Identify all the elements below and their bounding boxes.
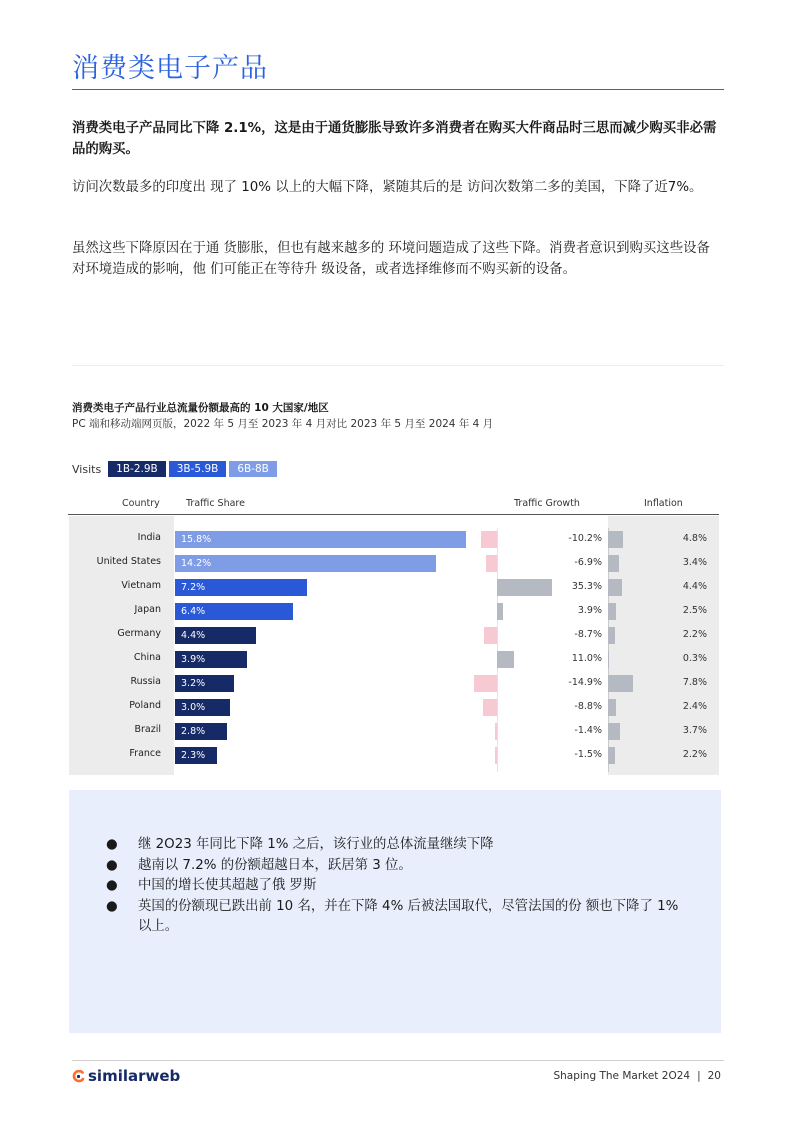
title-divider [72, 89, 724, 90]
traffic-growth-value: -10.2% [568, 533, 602, 544]
insights-box [69, 790, 721, 1033]
traffic-growth-bar [495, 747, 497, 764]
traffic-share-value: 2.8% [181, 726, 206, 737]
country-column-band [69, 516, 174, 775]
chart-title: 消费类电子产品行业总流量份额最高的 10 大国家/地区 [72, 402, 329, 414]
traffic-growth-value: -1.5% [574, 749, 602, 760]
traffic-share-value: 2.3% [181, 750, 206, 761]
traffic-share-bar [175, 723, 227, 740]
growth-zero-axis [497, 528, 498, 772]
inflation-bar [608, 651, 609, 668]
country-label: Brazil [134, 724, 161, 735]
traffic-growth-bar [484, 627, 497, 644]
insight-item: ● 中国的增长使其超越了俄 罗斯 [106, 878, 317, 893]
header-traffic-growth: Traffic Growth [514, 498, 580, 509]
legend-item-high: 6B-8B [229, 461, 277, 477]
brand-name: similarweb [88, 1067, 181, 1085]
traffic-share-bar [175, 747, 217, 764]
lead-paragraph: 消费类电子产品同比下降 2.1%，这是由于通货膨胀导致许多消费者在购买大件商品时三思而减少购买非必需品的购买。 [72, 121, 717, 157]
traffic-growth-value: -1.4% [574, 725, 602, 736]
inflation-value: 4.8% [682, 533, 707, 544]
traffic-share-value: 3.9% [181, 654, 206, 665]
insight-item: ● 继 2O23 年同比下降 1% 之后，该行业的总体流量继续下降 [106, 837, 494, 852]
traffic-growth-value: -8.7% [574, 629, 602, 640]
inflation-value: 2.2% [682, 629, 707, 640]
legend-item-mid: 3B-5.9B [169, 461, 227, 477]
body-paragraph-1: 访问次数最多的印度出 现了 10% 以上的大幅下降，紧随其后的是 访问次数第二多的美国，下降了近7%。 [72, 180, 703, 195]
traffic-growth-bar [486, 555, 497, 572]
inflation-column-band [608, 516, 719, 775]
chart-subtitle: PC 端和移动端网页版，2022 年 5 月至 2023 年 4 月对比 2023 年 5 月至 2024 年 4 月 [72, 418, 494, 430]
country-label: Poland [129, 700, 161, 711]
traffic-growth-bar [483, 699, 497, 716]
header-country: Country [122, 498, 160, 509]
inflation-value: 2.4% [682, 701, 707, 712]
inflation-bar [608, 699, 616, 716]
footer-separator: | [697, 1070, 701, 1082]
footer-divider [72, 1060, 724, 1061]
traffic-growth-bar [495, 723, 497, 740]
traffic-growth-value: -8.8% [574, 701, 602, 712]
inflation-value: 3.4% [682, 557, 707, 568]
traffic-growth-bar [497, 579, 552, 596]
inflation-bar [608, 603, 616, 620]
traffic-share-value: 3.2% [181, 678, 206, 689]
inflation-bar [608, 555, 619, 572]
section-divider [72, 365, 724, 366]
insight-item: ● 英国的份额现已跌出前 10 名，并在下降 4% 后被法国取代，尽管法国的份 额也下降了 1% 以上。 [106, 898, 679, 934]
traffic-share-value: 3.0% [181, 702, 206, 713]
inflation-bar [608, 747, 615, 764]
inflation-value: 2.2% [682, 749, 707, 760]
traffic-share-value: 6.4% [181, 606, 206, 617]
traffic-growth-value: 35.3% [571, 581, 602, 592]
chart-legend [72, 461, 280, 477]
similarweb-logo-icon [72, 1070, 85, 1083]
traffic-growth-value: 11.0% [571, 653, 602, 664]
inflation-bar [608, 531, 623, 548]
country-label: China [133, 652, 161, 663]
inflation-bar [608, 627, 615, 644]
country-label: United States [96, 556, 161, 567]
traffic-share-bar [175, 651, 247, 668]
header-traffic-share: Traffic Share [186, 498, 245, 509]
traffic-growth-bar [497, 651, 514, 668]
inflation-value: 2.5% [682, 605, 707, 616]
report-name: Shaping The Market 2O24 [553, 1070, 691, 1082]
inflation-bar [608, 723, 620, 740]
traffic-share-bar [175, 531, 466, 548]
traffic-growth-bar [497, 603, 503, 620]
inflation-bar [608, 579, 622, 596]
inflation-value: 0.3% [682, 653, 707, 664]
country-label: India [137, 532, 161, 543]
traffic-share-bar [175, 555, 436, 572]
legend-label: Visits [72, 462, 102, 476]
inflation-value: 7.8% [682, 677, 707, 688]
traffic-share-bar [175, 579, 307, 596]
traffic-share-value: 7.2% [181, 582, 206, 593]
table-header-rule [68, 514, 719, 515]
country-label: Germany [117, 628, 161, 639]
inflation-bar [608, 675, 633, 692]
country-label: Japan [134, 604, 161, 615]
traffic-share-bar [175, 627, 256, 644]
country-label: France [129, 748, 161, 759]
traffic-growth-bar [474, 675, 497, 692]
traffic-growth-value: -14.9% [568, 677, 602, 688]
country-label: Vietnam [121, 580, 161, 591]
traffic-growth-value: 3.9% [577, 605, 602, 616]
insight-item: ● 越南以 7.2% 的份额超越日本，跃居第 3 位。 [106, 857, 412, 873]
legend-item-low: 1B-2.9B [108, 461, 166, 477]
traffic-share-value: 15.8% [181, 534, 212, 545]
traffic-share-value: 14.2% [181, 558, 212, 569]
traffic-growth-value: -6.9% [574, 557, 602, 568]
traffic-share-bar [175, 699, 230, 716]
footer-page-info [553, 1070, 721, 1082]
traffic-share-bar [175, 603, 293, 620]
header-inflation: Inflation [644, 498, 683, 509]
page-title: 消费类电子产品 [72, 53, 268, 84]
similarweb-logo [72, 1067, 180, 1085]
body-paragraph-2: 虽然这些下降原因在于通 货膨胀，但也有越来越多的 环境问题造成了这些下降。消费者意识到购买这些设备对环境造成的影响，他 们可能正在等待升 级设备，或者选择维修而不购买新的设备。 [72, 241, 710, 277]
insights-list [106, 835, 686, 938]
traffic-growth-bar [481, 531, 497, 548]
inflation-value: 3.7% [682, 725, 707, 736]
traffic-share-bar [175, 675, 234, 692]
country-label: Russia [130, 676, 161, 687]
page-number: 20 [707, 1070, 721, 1082]
inflation-value: 4.4% [682, 581, 707, 592]
traffic-share-value: 4.4% [181, 630, 206, 641]
